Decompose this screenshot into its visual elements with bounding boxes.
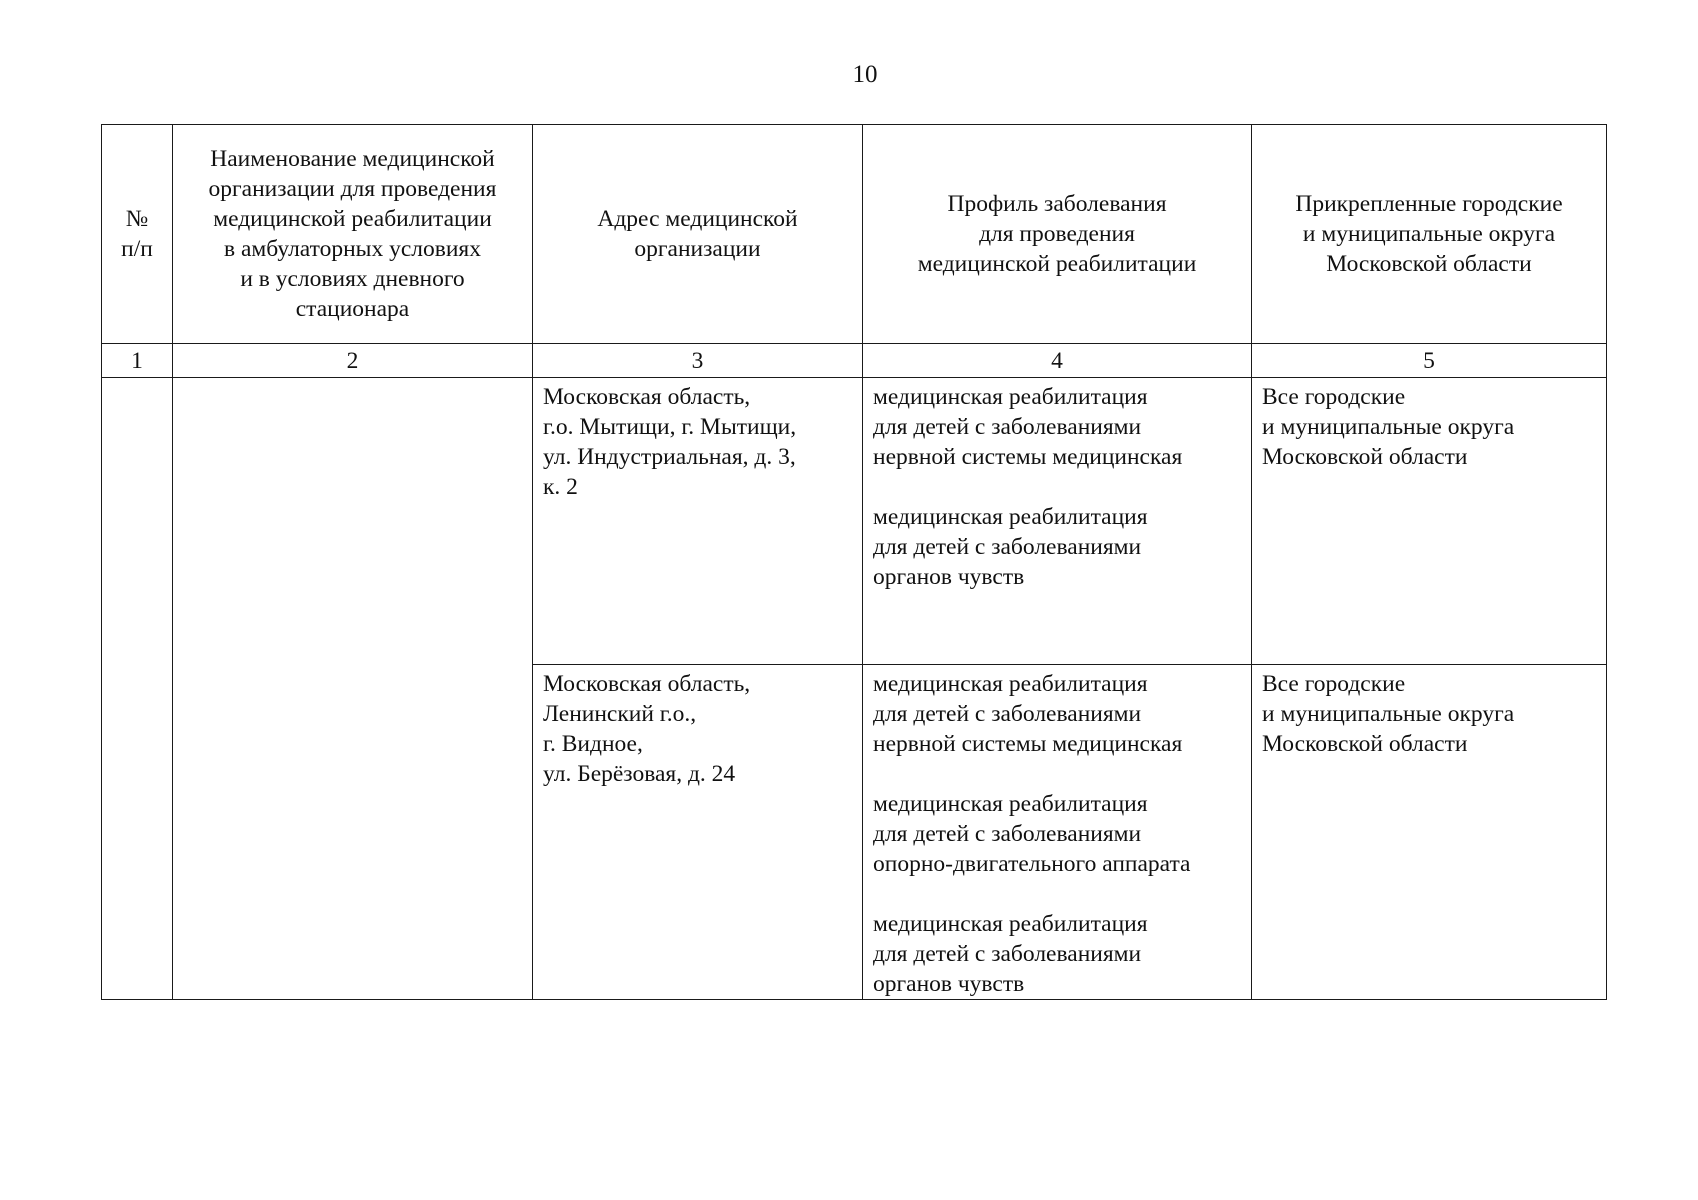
profile-cell [863, 665, 1252, 1000]
profile-line: медицинская реабилитация [873, 791, 1148, 817]
header-line: и в условиях дневного [240, 266, 465, 292]
profile-entry [873, 502, 1241, 592]
districts-line: Московской области [1262, 731, 1468, 757]
address-line: Ленинский г.о., [543, 701, 697, 727]
districts-line: Московской области [1262, 444, 1468, 470]
profile-entry [873, 789, 1241, 879]
column-number: 5 [1252, 344, 1607, 378]
column-number: 4 [863, 344, 1252, 378]
header-line: Наименование медицинской [210, 146, 495, 172]
table-header-row [102, 125, 1607, 344]
profile-line: для детей с заболеваниями [873, 534, 1142, 560]
districts-cell [1252, 665, 1607, 1000]
column-number-row [102, 344, 1607, 378]
address-line: Московская область, [543, 671, 751, 697]
profile-line: опорно-двигательного аппарата [873, 851, 1191, 877]
header-line: медицинской реабилитации [917, 251, 1197, 277]
header-organization-name [173, 125, 533, 344]
profile-line: для детей с заболеваниями [873, 821, 1142, 847]
address-line: к. 2 [543, 474, 578, 500]
address-line: Московская область, [543, 384, 751, 410]
districts-line: Все городские [1262, 671, 1406, 697]
header-number [102, 125, 173, 344]
profile-line: медицинская реабилитация [873, 911, 1148, 937]
header-line: Московской области [1326, 251, 1532, 277]
header-line: Профиль заболевания [947, 191, 1167, 217]
header-line: для проведения [979, 221, 1135, 247]
column-number: 3 [533, 344, 863, 378]
address-cell [533, 665, 863, 1000]
header-line: организации для проведения [208, 176, 497, 202]
address-line: ул. Берёзовая, д. 24 [543, 761, 736, 787]
header-line: в амбулаторных условиях [224, 236, 481, 262]
districts-cell [1252, 378, 1607, 665]
districts-line: и муниципальные округа [1262, 414, 1515, 440]
profile-entry [873, 909, 1241, 999]
profile-line: медицинская реабилитация [873, 504, 1148, 530]
column-number: 1 [102, 344, 173, 378]
header-line: Прикрепленные городские [1295, 191, 1563, 217]
districts-line: и муниципальные округа [1262, 701, 1515, 727]
header-line: Адрес медицинской [597, 206, 798, 232]
profile-cell [863, 378, 1252, 665]
address-line: ул. Индустриальная, д. 3, [543, 444, 796, 470]
profile-entry [873, 382, 1241, 472]
column-number: 2 [173, 344, 533, 378]
header-line: организации [634, 236, 761, 262]
header-line: п/п [121, 236, 153, 262]
header-address [533, 125, 863, 344]
profile-line: для детей с заболеваниями [873, 941, 1142, 967]
profile-entry [873, 669, 1241, 759]
table-row [102, 378, 1607, 665]
profile-line: нервной системы медицинская [873, 444, 1183, 470]
profile-line: медицинская реабилитация [873, 671, 1148, 697]
header-line: стационара [295, 296, 410, 322]
profile-line: органов чувств [873, 971, 1025, 997]
districts-line: Все городские [1262, 384, 1406, 410]
profile-line: нервной системы медицинская [873, 731, 1183, 757]
row-number-cell [102, 378, 173, 1000]
profile-line: для детей с заболеваниями [873, 414, 1142, 440]
profile-line: медицинская реабилитация [873, 384, 1148, 410]
profile-line: органов чувств [873, 564, 1025, 590]
profile-line: для детей с заболеваниями [873, 701, 1142, 727]
address-cell [533, 378, 863, 665]
page-number: 10 [852, 61, 878, 88]
header-line: и муниципальные округа [1302, 221, 1556, 247]
rehabilitation-table [101, 124, 1607, 1000]
header-line: № [125, 206, 149, 232]
header-line: медицинской реабилитации [213, 206, 492, 232]
organization-name-cell [173, 378, 533, 1000]
address-line: г.о. Мытищи, г. Мытищи, [543, 414, 797, 440]
header-attached-districts [1252, 125, 1607, 344]
header-disease-profile [863, 125, 1252, 344]
address-line: г. Видное, [543, 731, 643, 757]
